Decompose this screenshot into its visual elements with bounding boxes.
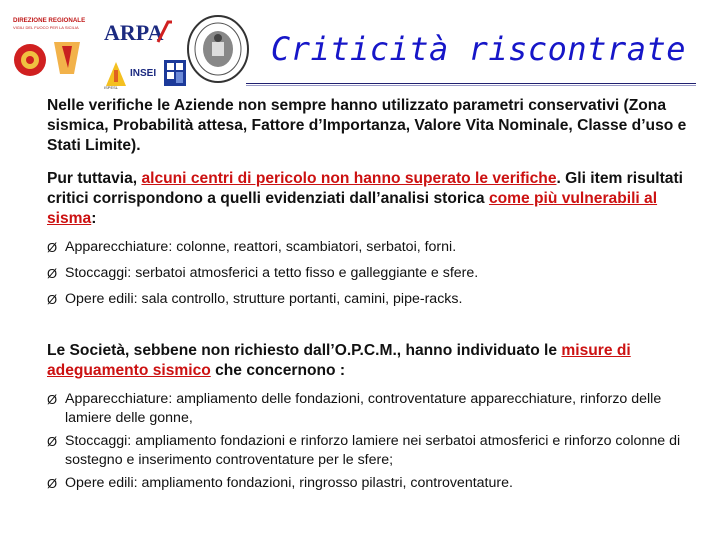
regional-logo-line2: VIGILI DEL FUOCO PER LA SICILIA xyxy=(13,25,79,30)
list-item-text: Apparecchiature: ampliamento delle fondazioni, controventature apparecchiature, rinforzo delle lamiere delle gonne, xyxy=(65,391,662,426)
critical-items-list xyxy=(47,238,697,309)
inail-logo-text: INSEI xyxy=(130,68,157,79)
regional-logo-line1: DIREZIONE REGIONALE xyxy=(13,17,86,24)
slide-body xyxy=(47,96,697,497)
list-item-text: Stoccaggi: serbatoi atmosferici a tetto fisso e galleggiante e sfere. xyxy=(65,265,479,281)
seismic-measures-list xyxy=(47,390,697,493)
arpa-logo-text: ARPA xyxy=(104,20,164,45)
list-item xyxy=(47,474,697,493)
p3-text-a: Le Società, sebbene non richiesto dall’O.P.C.M., hanno individuato le xyxy=(47,342,562,359)
p2-text-a: Pur tuttavia, xyxy=(47,170,142,187)
university-seal-logo xyxy=(186,14,250,84)
p3-highlight-measures: misure di adeguamento sismico xyxy=(47,342,631,379)
list-item-text: Stoccaggi: ampliamento fondazioni e rinforzo lamiere nei serbatoi atmosferici e rinforzo colonne di sostegno e inserimento controventature per le sfere; xyxy=(65,433,681,468)
list-item-text: Apparecchiature: colonne, reattori, scambiatori, serbatoi, forni. xyxy=(65,239,457,255)
ispesl-logo xyxy=(102,56,188,90)
list-item xyxy=(47,238,697,257)
logo-strip xyxy=(6,8,246,90)
regional-fire-brigade-logo xyxy=(10,12,98,86)
arrow-bullet-icon: Ø xyxy=(47,392,58,407)
arrow-bullet-icon: Ø xyxy=(47,434,58,449)
list-item xyxy=(47,432,697,470)
list-item-text: Opere edili: sala controllo, strutture portanti, camini, pipe-racks. xyxy=(65,291,463,307)
paragraph-critical-items xyxy=(47,169,697,229)
title-rule-shadow xyxy=(246,85,696,86)
university-seal-icon xyxy=(188,16,248,82)
list-item xyxy=(47,290,697,309)
ispesl-sub-text: ISPESL xyxy=(104,85,119,90)
title-rule xyxy=(246,83,696,84)
arrow-bullet-icon: Ø xyxy=(47,266,58,281)
p2-text-e: : xyxy=(91,210,97,227)
arrow-bullet-icon: Ø xyxy=(47,292,58,307)
paragraph-seismic-measures xyxy=(47,341,697,381)
list-item xyxy=(47,390,697,428)
page-title: Criticità riscontrate xyxy=(270,30,686,68)
list-item xyxy=(47,264,697,283)
p2-highlight-failed-checks: alcuni centri di pericolo non hanno superato le verifiche xyxy=(141,170,557,187)
ispesl-logo-icon xyxy=(104,62,126,90)
paragraph-parameters: Nelle verifiche le Aziende non sempre hanno utilizzato parametri conservativi (Zona sismica, Probabilità attesa, Fattore d’Importanza, Valore Vita Nominale, Classe d’uso e Stati Limite). xyxy=(47,97,687,154)
blue-grid-icon xyxy=(164,60,186,86)
list-item-text: Opere edili: ampliamento fondazioni, ringrosso pilastri, controventature. xyxy=(65,475,513,491)
p2-highlight-vulnerable: come più vulnerabili al sisma xyxy=(47,190,658,227)
arrow-bullet-icon: Ø xyxy=(47,476,58,491)
arpa-logo xyxy=(102,16,174,50)
arrow-bullet-icon: Ø xyxy=(47,240,58,255)
p2-text-c: . Gli item risultati critici corrispondono a quelli evidenziati dall’analisi storica xyxy=(47,170,684,207)
p3-text-c: che concernono : xyxy=(210,362,346,379)
